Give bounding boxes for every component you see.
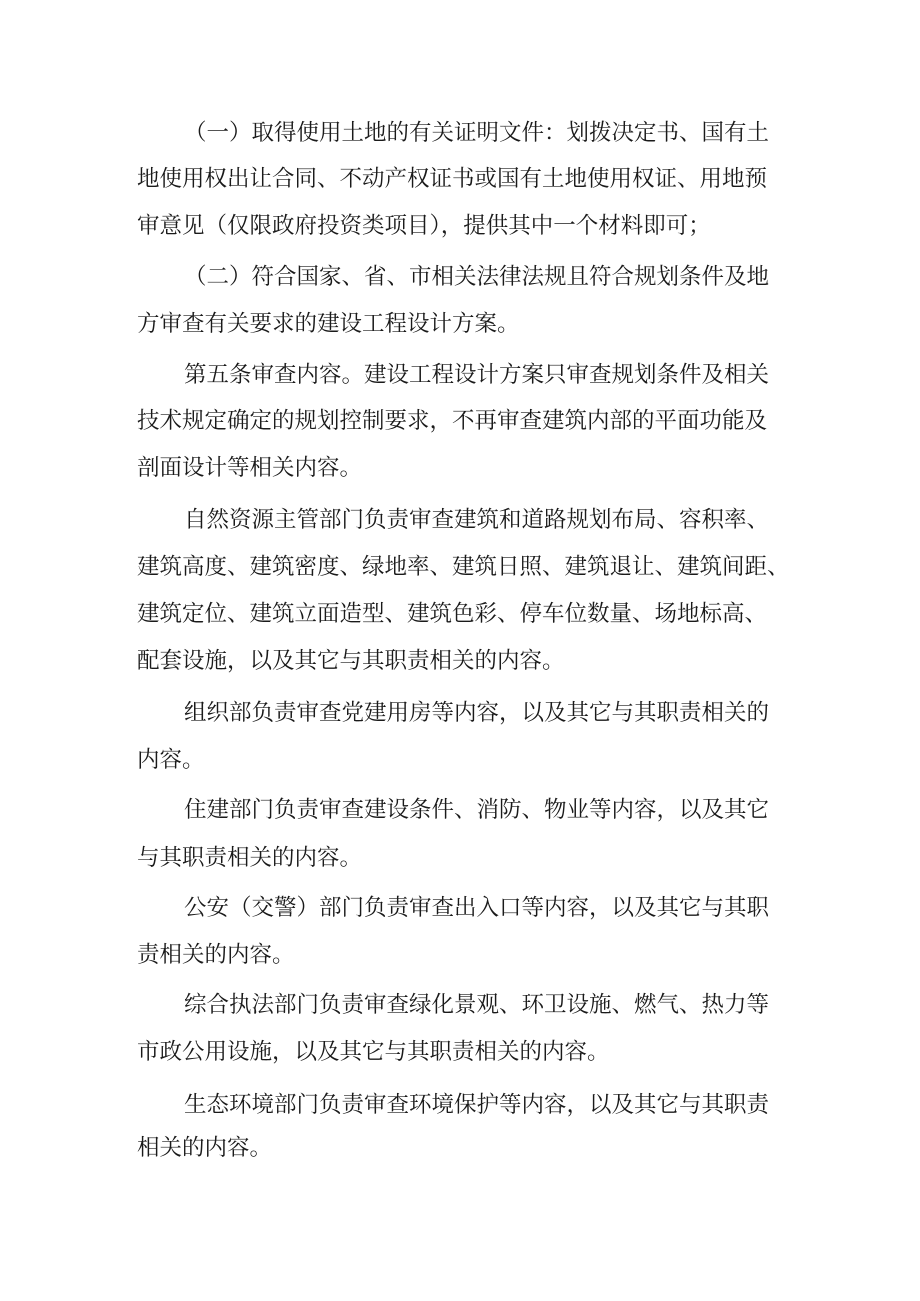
- paragraph-3-line-3: 剖面设计等相关内容。: [137, 455, 363, 481]
- paragraph-1-line-2: 地使用权出让合同、不动产权证书或国有土地使用权证、用地预: [137, 166, 768, 192]
- paragraph-1-line-1: （一）取得使用土地的有关证明文件：划拨决定书、国有土: [184, 120, 770, 146]
- paragraph-6-line-2: 与其职责相关的内容。: [137, 845, 363, 871]
- paragraph-4-line-2: 建筑高度、建筑密度、绿地率、建筑日照、建筑退让、建筑间距、: [137, 554, 790, 580]
- paragraph-9-line-1: 生态环境部门负责审查环境保护等内容，以及其它与其职责: [184, 1092, 770, 1118]
- paragraph-8-line-1: 综合执法部门负责审查绿化景观、环卫设施、燃气、热力等: [184, 992, 770, 1018]
- paragraph-4-line-3: 建筑定位、建筑立面造型、建筑色彩、停车位数量、场地标高、: [137, 601, 768, 627]
- paragraph-4-line-1: 自然资源主管部门负责审查建筑和道路规划布局、容积率、: [184, 507, 770, 533]
- paragraph-3-line-2: 技术规定确定的规划控制要求，不再审查建筑内部的平面功能及: [137, 408, 768, 434]
- paragraph-1-line-3: 审意见（仅限政府投资类项目），提供其中一个材料即可；: [137, 213, 711, 239]
- paragraph-4-line-4: 配套设施，以及其它与其职责相关的内容。: [137, 648, 565, 674]
- paragraph-3-line-1: 第五条审查内容。建设工程设计方案只审查规划条件及相关: [184, 362, 770, 388]
- paragraph-5-line-1: 组织部负责审查党建用房等内容，以及其它与其职责相关的: [184, 700, 770, 726]
- paragraph-2-line-2: 方审查有关要求的建设工程设计方案。: [137, 311, 520, 337]
- paragraph-7-line-1: 公安（交警）部门负责审查出入口等内容，以及其它与其职: [184, 895, 770, 921]
- paragraph-7-line-2: 责相关的内容。: [137, 942, 295, 968]
- paragraph-5-line-2: 内容。: [137, 747, 205, 773]
- paragraph-8-line-2: 市政公用设施，以及其它与其职责相关的内容。: [137, 1039, 610, 1065]
- paragraph-9-line-2: 相关的内容。: [137, 1135, 273, 1161]
- paragraph-6-line-1: 住建部门负责审查建设条件、消防、物业等内容，以及其它: [184, 797, 770, 823]
- paragraph-2-line-1: （二）符合国家、省、市相关法律法规且符合规划条件及地: [184, 264, 770, 290]
